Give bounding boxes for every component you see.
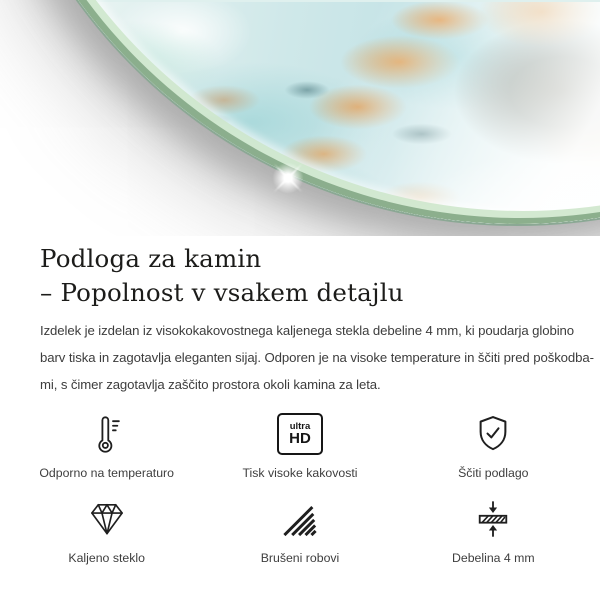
feature-protection [397,411,590,480]
feature-label: Tisk visoke kakovosti [242,466,358,480]
ultra-hd-text-top: ultra [289,421,311,432]
ultra-hd-box [277,413,323,455]
feature-label: Kaljeno steklo [68,551,145,565]
feature-polished-edges [203,496,396,565]
ultra-hd-text-bottom: HD [289,430,311,447]
sparkle-icon [268,158,308,198]
product-photo [0,0,600,236]
page-title-line1: Podloga za kamin [40,244,262,273]
description-line: Izdelek je izdelan iz visokokakovostnega kaljenega stekla debeline 4 mm, ki poudarja globino [40,323,575,338]
feature-tempered-glass [10,496,203,565]
thermometer-icon [10,411,203,457]
feature-temperature [10,411,203,480]
page-title-line2: – Popolnost v vsakem detajlu [40,278,404,307]
feature-label: Ščiti podlago [458,466,529,480]
feature-grid [10,411,590,565]
feature-label: Brušeni robovi [260,551,340,565]
thickness-icon [397,496,590,542]
feature-label: Debelina 4 mm [451,551,535,565]
page-title [40,242,600,310]
description-line: barv tiska in zagotavlja eleganten sijaj. Odporen je na visoke temperature in ščiti pred poškodba- [40,350,594,365]
polished-edges-icon [203,496,396,542]
feature-print-quality [203,411,396,480]
feature-label: Odporno na temperaturo [39,466,174,480]
feature-thickness [397,496,590,565]
product-description [40,317,600,398]
description-line: mi, s čimer zagotavlja zaščito prostora okoli kamina za leta. [40,377,381,392]
diamond-icon [10,496,203,542]
ultra-hd-icon [203,411,396,457]
shield-check-icon [397,411,590,457]
